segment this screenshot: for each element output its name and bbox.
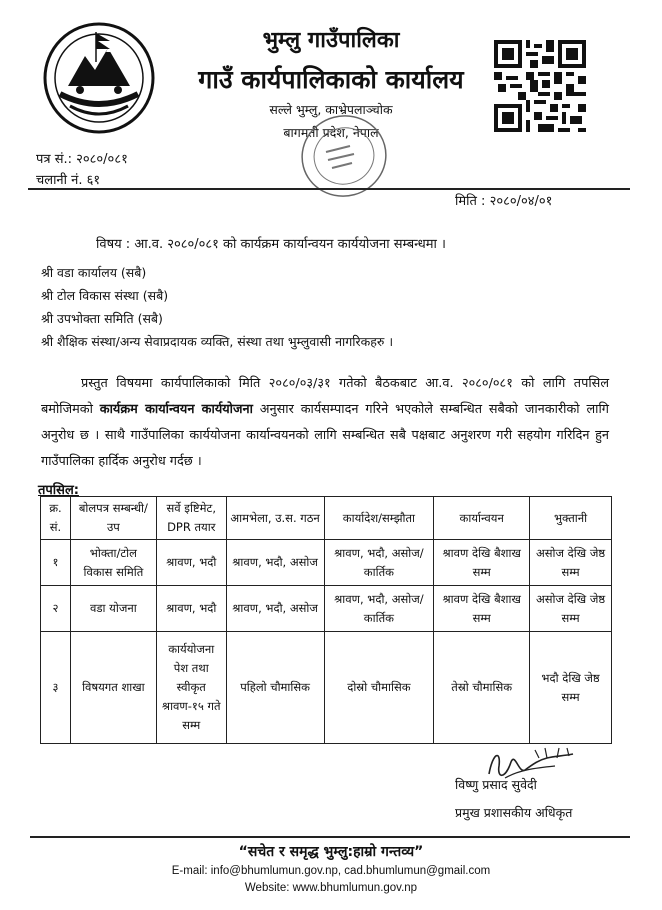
table-cell: श्रावण देखि बैशाख सम्म (434, 540, 530, 586)
header-divider (28, 188, 630, 190)
table-row (41, 632, 612, 744)
address-line-1: सल्ले भुम्लु, काभ्रेपलाञ्चोक (269, 102, 393, 117)
qr-code-icon (494, 40, 586, 132)
reference-number (36, 149, 128, 167)
table-cell: श्रावण देखि बैशाख सम्म (434, 586, 530, 632)
table-cell: विषयगत शाखा (70, 632, 156, 744)
subject-line (96, 234, 446, 252)
date-value: २०८०/०४/०१ (489, 194, 553, 209)
footer-email[interactable]: E-mail: info@bhumlumun.gov.np, cad.bhumlumun@gmail.com (171, 865, 491, 877)
signatory-name: विष्णु प्रसाद सुवेदी (455, 777, 537, 792)
dispatch-value: ६१ (86, 173, 101, 188)
schedule-title: तपसिल: (38, 483, 79, 498)
recipient-1: श्री वडा कार्यालय (सबै) (41, 265, 147, 280)
table-row (41, 540, 612, 586)
col-tender: बोलपत्र सम्बन्धी/उप (70, 497, 156, 540)
letter-body (41, 371, 609, 475)
dispatch-label: चलानी नं. (36, 173, 83, 188)
reference-value: २०८०/०८१ (76, 152, 128, 167)
col-serial: क्र. सं. (41, 497, 71, 540)
body-part-2: अनुसार कार्यसम्पादन गरिने भएकोले सम्बन्धित सबैको जानकारीको लागि अनुरोध छ । साथै गाउँपालिका कार्ययोजना कार्यान्वयनको लागि सम्बन्धित सबै पक्षबाट अनुशरण गरी सहयोग गरिदिन हुन गाउँपालिका हार्दिक अनुरोध गर्दछ । (41, 402, 609, 469)
table-cell: दोस्रो चौमासिक (324, 632, 434, 744)
footer-divider (30, 836, 630, 838)
subject-label: विषय : (96, 237, 131, 252)
col-assembly: आमभेला, उ.स. गठन (226, 497, 324, 540)
dispatch-number (36, 170, 100, 188)
table-cell: वडा योजना (70, 586, 156, 632)
footer-slogan: “सचेत र समृद्ध भुम्लु:हाम्रो गन्तव्य” (238, 844, 424, 860)
office-title: गाउँ कार्यपालिकाको कार्यालय (198, 65, 464, 94)
table-cell: २ (41, 586, 71, 632)
table-header-row (41, 497, 612, 540)
recipient-3: श्री उपभोक्ता समिति (सबै) (41, 311, 163, 326)
table-cell: श्रावण, भदौ (156, 540, 226, 586)
table-cell: श्रावण, भदौ, असोज (226, 540, 324, 586)
letter-date (455, 191, 552, 209)
table-cell: श्रावण, भदौ, असोज/कार्तिक (324, 540, 434, 586)
col-payment: भुक्तानी (530, 497, 612, 540)
municipality-name: भुम्लु गाउँपालिका (262, 28, 400, 53)
col-survey: सर्वे इष्टिमेट, DPR तयार (156, 497, 226, 540)
table-cell: कार्ययोजना पेश तथा स्वीकृत श्रावण-१५ गते सम्म (156, 632, 226, 744)
table-cell: तेस्रो चौमासिक (434, 632, 530, 744)
table-cell: असोज देखि जेष्ठ सम्म (530, 586, 612, 632)
table-cell: असोज देखि जेष्ठ सम्म (530, 540, 612, 586)
table-cell: ३ (41, 632, 71, 744)
col-agreement: कार्यादेश/सम्झौता (324, 497, 434, 540)
body-part-1: प्रस्तुत विषयमा कार्यपालिकाको मिति २०८०/०३/३१ गतेको बैठकबाट आ.व. २०८०/०८१ को लागि तपसिल बमोजिमको (41, 376, 609, 417)
table-cell: भोक्ता/टोल विकास समिति (70, 540, 156, 586)
address-line-2: बागमती प्रदेश, नेपाल (283, 125, 379, 140)
table-cell: श्रावण, भदौ, असोज (226, 586, 324, 632)
reference-label: पत्र सं.: (36, 152, 72, 167)
recipient-4: श्री शैक्षिक संस्था/अन्य सेवाप्रदायक व्यक्ति, संस्था तथा भुम्लुवासी नागरिकहरु । (41, 334, 394, 349)
table-row (41, 586, 612, 632)
recipient-2: श्री टोल विकास संस्था (सबै) (41, 288, 169, 303)
signatory-title: प्रमुख प्रशासकीय अधिकृत (455, 805, 573, 820)
table-cell: श्रावण, भदौ (156, 586, 226, 632)
table-cell: भदौ देखि जेष्ठ सम्म (530, 632, 612, 744)
table-cell: १ (41, 540, 71, 586)
footer-website[interactable]: Website: www.bhumlumun.gov.np (244, 882, 418, 894)
schedule-table (40, 496, 612, 744)
body-bold: कार्यक्रम कार्यान्वयन कार्ययोजना (99, 402, 253, 417)
subject-text: आ.व. २०८०/०८१ को कार्यक्रम कार्यान्वयन कार्ययोजना सम्बन्धमा । (134, 237, 446, 252)
date-label: मिति : (455, 194, 486, 209)
col-implementation: कार्यान्वयन (434, 497, 530, 540)
table-cell: श्रावण, भदौ, असोज/कार्तिक (324, 586, 434, 632)
table-cell: पहिलो चौमासिक (226, 632, 324, 744)
